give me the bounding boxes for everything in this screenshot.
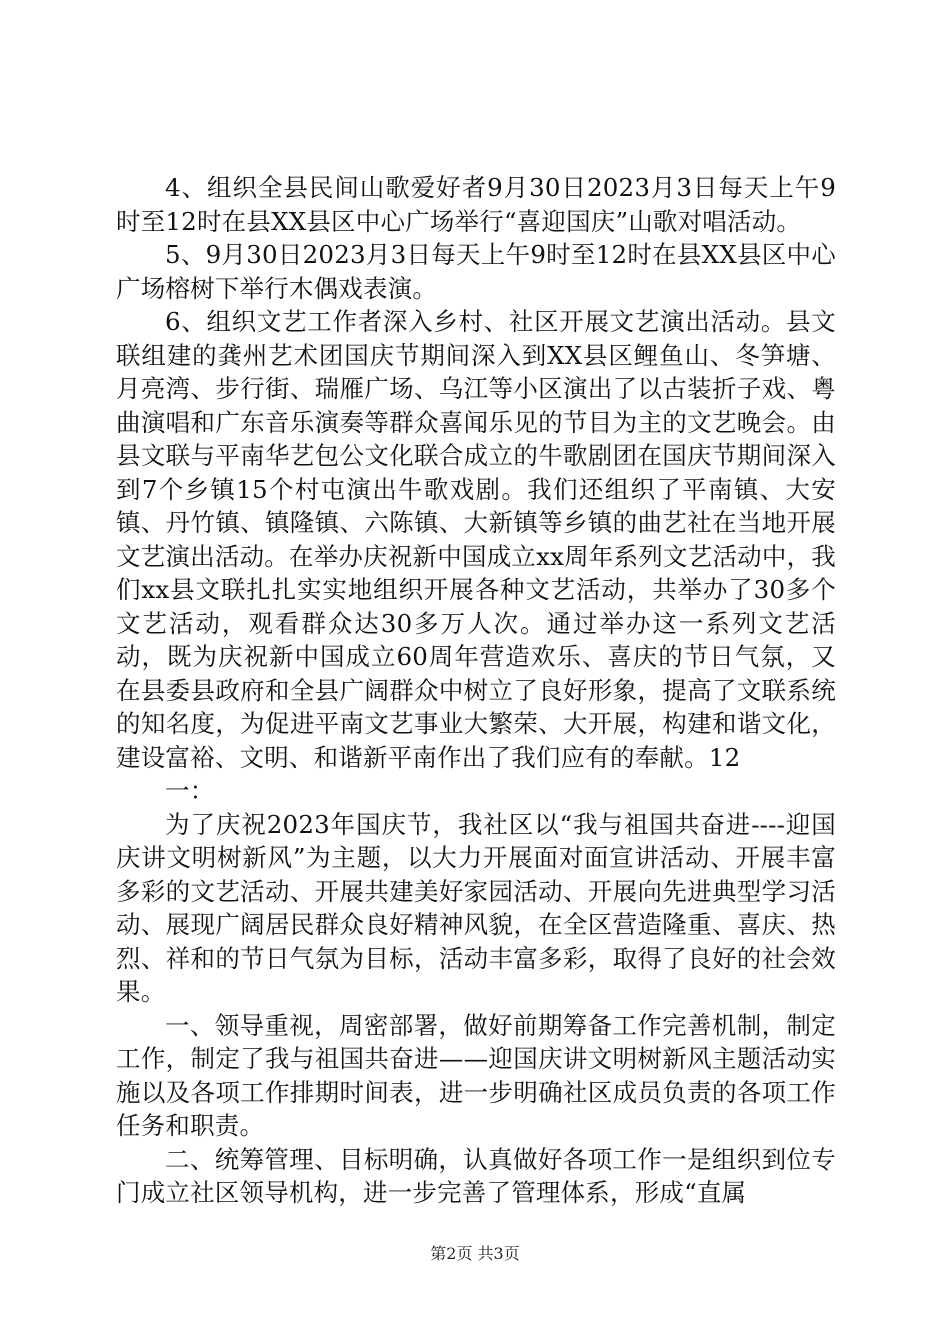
page-number-footer: 第2页 共3页 (430, 1244, 520, 1263)
paragraph-section-one: 一、领导重视，周密部署，做好前期筹备工作完善机制，制定工作，制定了我与祖国共奋进——迎国庆讲文明树新风主题活动实施以及各项工作排期时间表，进一步明确社区成员负责的各项工作任务和职责。 (116, 1010, 836, 1140)
paragraph-intro: 为了庆祝2023年国庆节，我社区以“我与祖国共奋进----迎国庆讲文明树新风”为主题，以大力开展面对面宣讲活动、开展丰富多彩的文艺活动、开展共建美好家园活动、开展向先进典型学习活动、展现广阔居民群众良好精神风貌，在全区营造隆重、喜庆、热烈、祥和的节日气氛为目标，活动丰富多彩，取得了良好的社会效果。 (116, 809, 836, 1006)
paragraph-item-4: 4、组织全县民间山歌爱好者9月30日2023月3日每天上午9时至12时在县XX县区中心广场举行“喜迎国庆”山歌对唱活动。 (116, 173, 836, 236)
paragraph-item-6: 6、组织文艺工作者深入乡村、社区开展文艺演出活动。县文联组建的龚州艺术团国庆节期间深入到XX县区鲤鱼山、冬笋塘、月亮湾、步行街、瑞雁广场、乌江等小区演出了以古装折子戏、粤曲演唱和广东音乐演奏等群众喜闻乐见的节目为主的文艺晚会。由县文联与平南华艺包公文化联合成立的牛歌剧团在国庆节期间深入到7个乡镇15个村屯演出牛歌戏剧。我们还组织了平南镇、大安镇、丹竹镇、镇隆镇、六陈镇、大新镇等乡镇的曲艺社在当地开展文艺演出活动。在举办庆祝新中国成立xx周年系列文艺活动中，我们xx县文联扎扎实实地组织开展各种文艺活动，共举办了30多个文艺活动，观看群众达30多万人次。通过举办这一系列文艺活动，既为庆祝新中国成立60周年营造欢乐、喜庆的节日气氛，又在县委县政府和全县广阔群众中树立了良好形象，提高了文联系统的知名度，为促进平南文艺事业大繁荣、大开展，构建和谐文化，建设富裕、文明、和谐新平南作出了我们应有的奉献。12 (116, 307, 836, 772)
section-heading: 一： (165, 776, 215, 805)
paragraph-item-5: 5、9月30日2023月3日每天上午9时至12时在县XX县区中心广场榕树下举行木偶戏表演。 (116, 240, 836, 303)
document-body (116, 171, 836, 1210)
paragraph-section-two: 二、统筹管理、目标明确，认真做好各项工作一是组织到位专门成立社区领导机构，进一步完善了管理体系，形成“直属 (116, 1144, 836, 1207)
